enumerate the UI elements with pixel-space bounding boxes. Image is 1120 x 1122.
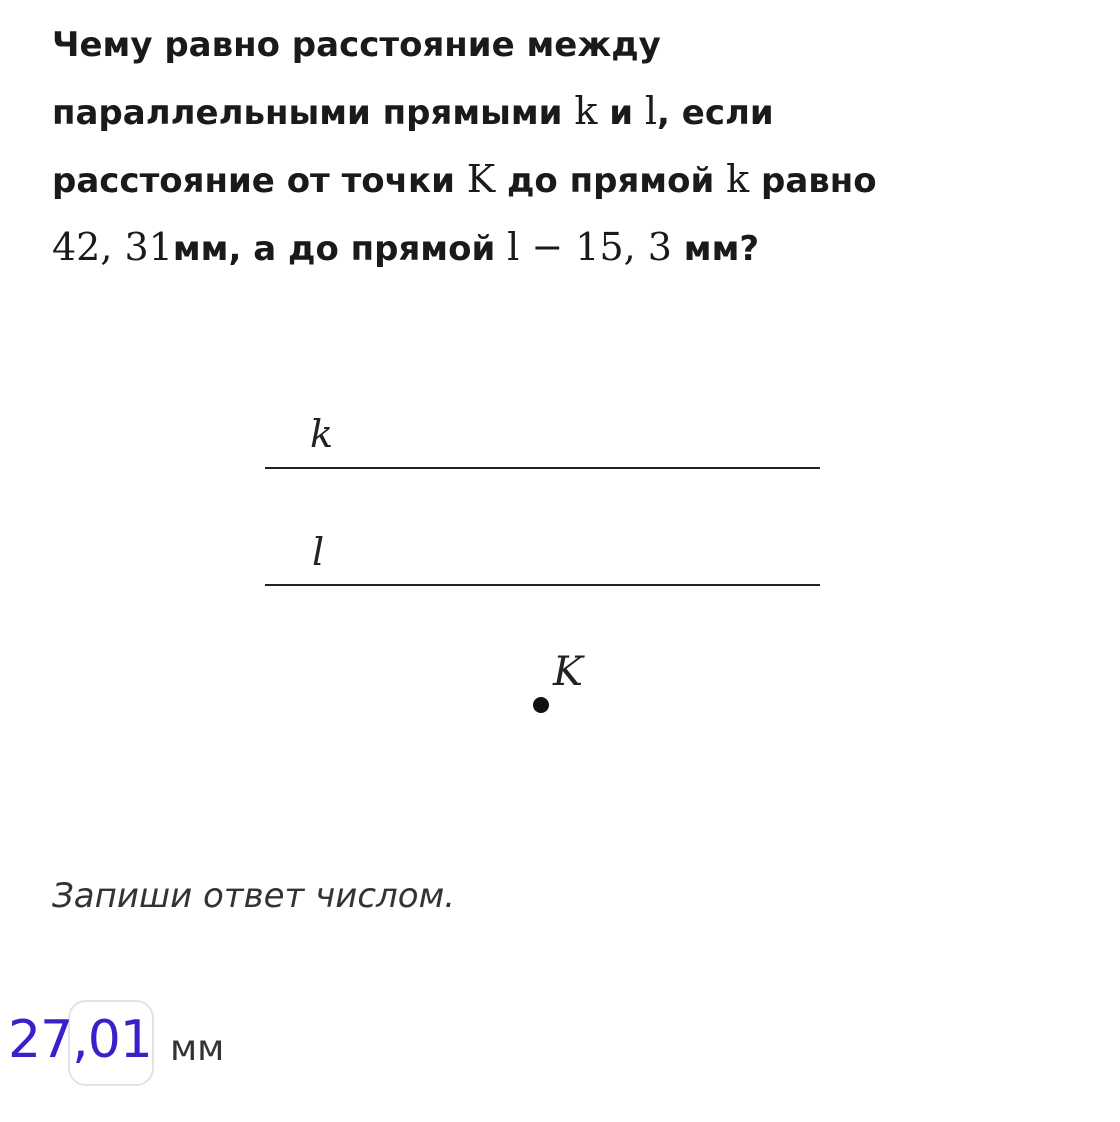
question-line-2-text-b: и <box>597 93 645 133</box>
question-line-3-text-a: расстояние от точки <box>52 161 467 201</box>
question-line-4-text-a: мм, а до прямой <box>172 229 508 269</box>
line-l-label: l <box>312 530 325 574</box>
answer-row <box>8 1000 408 1090</box>
point-K <box>533 697 549 713</box>
question-line-3-text-c: равно <box>749 161 877 201</box>
line-k-label: k <box>310 412 334 456</box>
question-line-3-text-b: до прямой <box>495 161 727 201</box>
question-line-1-text: Чему равно расстояние между <box>52 25 661 65</box>
question-text <box>52 12 1052 282</box>
answer-unit: мм <box>170 1028 225 1069</box>
math-distance-l: l − 15, 3 <box>507 225 672 269</box>
question-line-4-text-b: мм? <box>671 229 760 269</box>
question-line-2-text-a: параллельными прямыми <box>52 93 575 133</box>
answer-hint: Запиши ответ числом. <box>52 876 456 916</box>
question-line-2-text-c: , если <box>657 93 774 133</box>
point-K-label: K <box>553 649 583 695</box>
math-k-2: k <box>726 157 750 201</box>
math-distance-k: 42, 31 <box>52 225 173 269</box>
math-l: l <box>644 89 658 133</box>
parallel-lines-figure <box>250 395 850 735</box>
question-line-2 <box>52 78 1052 146</box>
answer-value[interactable]: 27,01 <box>8 1010 152 1070</box>
question-line-4 <box>52 214 1052 282</box>
question-line-3 <box>52 146 1052 214</box>
math-point-K: K <box>466 157 496 201</box>
question-line-1 <box>52 12 1052 78</box>
math-k: k <box>574 89 598 133</box>
